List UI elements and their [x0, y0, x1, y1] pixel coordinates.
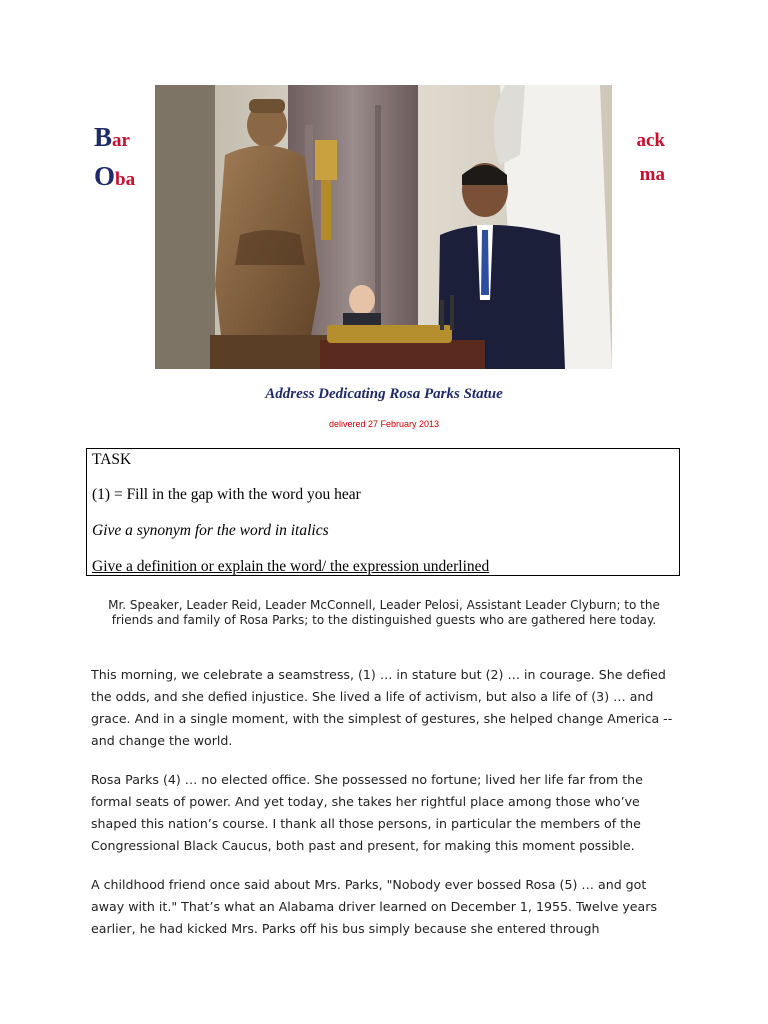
name-line-2 [94, 159, 135, 198]
name-part-ack: ack [636, 130, 665, 151]
task-line-fill-gap: (1) = Fill in the gap with the word you hear [92, 486, 361, 503]
name-letter-b: B [94, 122, 113, 152]
speech-paragraph-3: A childhood friend once said about Mrs. Parks, "Nobody ever bossed Rosa (5) … and got away with it." That’s what an Alabama driver learned on December 1, 1955. Twelve years earlier, he had kicked Mrs. Parks off his bus simply because she entered through [91, 877, 658, 936]
speech-paragraph-1: This morning, we celebrate a seamstress, (1) … in stature but (2) … in courage. She defied the odds, and she defied injustice. She lived a life of activism, but also a life of (3) … and grace. And in a single moment, with the simplest of gestures, she helped change America -- and change the world. [91, 667, 673, 748]
name-part-ba: ba [115, 169, 136, 190]
speech-salutation: Mr. Speaker, Leader Reid, Leader McConnell, Leader Pelosi, Assistant Leader Clyburn; to the friends and family of Rosa Parks; to the distinguished guests who are gathered here today. [108, 598, 660, 627]
speech-title: Address Dedicating Rosa Parks Statue [265, 386, 503, 402]
task-box [86, 448, 680, 576]
delivery-date: delivered 27 February 2013 [328, 419, 440, 429]
name-fragment-left [94, 120, 135, 198]
task-line-synonym: Give a synonym for the word in italics [92, 522, 329, 539]
name-part-ma: ma [639, 164, 665, 185]
name-part-ar: ar [112, 130, 130, 151]
task-line-definition: Give a definition or explain the word/ the expression underlined [92, 558, 490, 575]
name-letter-o: O [94, 161, 116, 191]
statue-dedication-photo [155, 85, 612, 369]
name-fragment-right [637, 124, 666, 192]
task-heading: TASK [92, 451, 132, 468]
speech-paragraph-2: Rosa Parks (4) … no elected office. She possessed no fortune; lived her life far from the formal seats of power. And yet today, she takes her rightful place among those who’ve shaped this nation’s course. I thank all those persons, in particular the members of the Congressional Black Caucus, both past and present, for making this moment possible. [91, 772, 643, 853]
name-line-1 [94, 120, 135, 159]
